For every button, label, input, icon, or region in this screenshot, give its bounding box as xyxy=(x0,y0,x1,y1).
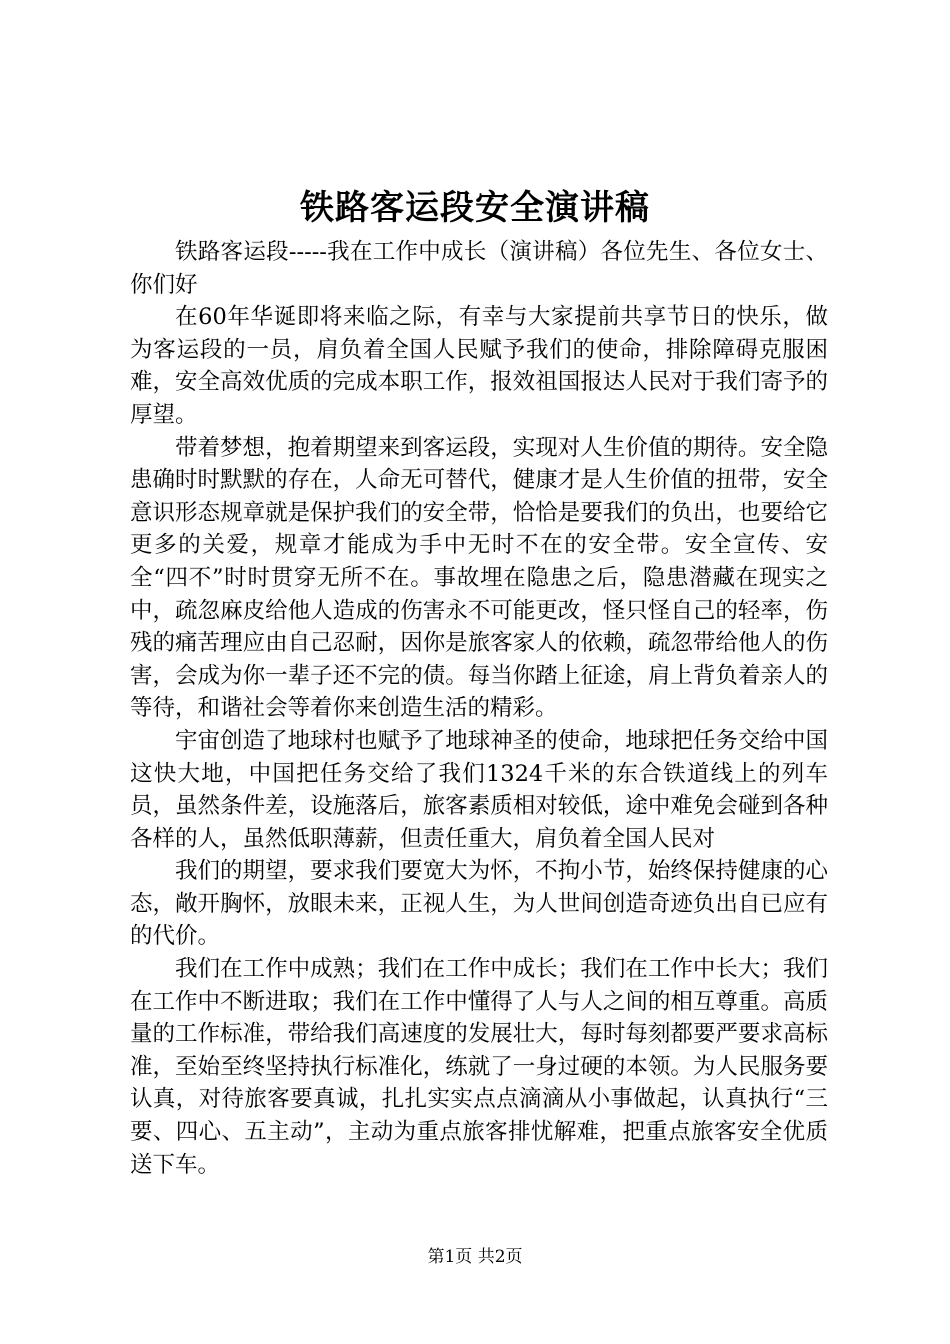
paragraph: 铁路客运段-----我在工作中成长（演讲稿）各位先生、各位女士、你们好 xyxy=(130,239,828,298)
paragraph: 我们在工作中成熟；我们在工作中成长；我们在工作中长大；我们在工作中不断进取；我们在工作中懂得了人与人之间的相互尊重。高质量的工作标准，带给我们高速度的发展壮大，每时每刻都要严要求高标准，至始至终坚持执行标准化，练就了一身过硬的本领。为人民服务要认真，对待旅客要真诚，扎扎实实点点滴滴从小事做起，认真执行“三要、四心、五主动”，主动为重点旅客排忧解难，把重点旅客安全优质送下车。 xyxy=(130,956,828,1178)
document-title: 铁路客运段安全演讲稿 xyxy=(300,188,650,228)
paragraph: 宇宙创造了地球村也赋予了地球神圣的使命，地球把任务交给中国这快大地，中国把任务交给了我们1324千米的东合铁道线上的列车员，虽然条件差，设施落后，旅客素质相对较低，途中难免会碰到各种各样的人，虽然低职薄薪，但责任重大，肩负着全国人民对 xyxy=(130,727,828,852)
page-footer: 第1页 共2页 xyxy=(427,1247,523,1267)
paragraph: 在60年华诞即将来临之际，有幸与大家提前共享节日的快乐，做为客运段的一员，肩负着全国人民赋予我们的使命，排除障碍克服困难，安全高效优质的完成本职工作，报效祖国报达人民对于我们寄予的厚望。 xyxy=(130,304,828,428)
paragraph: 我们的期望，要求我们要宽大为怀，不拘小节，始终保持健康的心态，敞开胸怀，放眼未来，正视人生，为人世间创造奇迹负出自已应有的代价。 xyxy=(130,858,828,950)
paragraph: 带着梦想，抱着期望来到客运段，实现对人生价值的期待。安全隐患确时时默默的存在，人命无可替代，健康才是人生价值的扭带，安全意识形态规章就是保护我们的安全带，恰恰是要我们的负出，也要给它更多的关爱，规章才能成为手中无时不在的安全带。安全宣传、安全“四不”时时贯穿无所不在。事故埋在隐患之后，隐患潜藏在现实之中，疏忽麻皮给他人造成的伤害永不可能更改，怪只怪自己的轻率，伤残的痛苦理应由自己忍耐，因你是旅客家人的依赖，疏忽带给他人的伤害，会成为你一辈子还不完的债。每当你踏上征途，肩上背负着亲人的等待，和谐社会等着你来创造生活的精彩。 xyxy=(130,434,828,722)
document-body xyxy=(130,236,828,1181)
